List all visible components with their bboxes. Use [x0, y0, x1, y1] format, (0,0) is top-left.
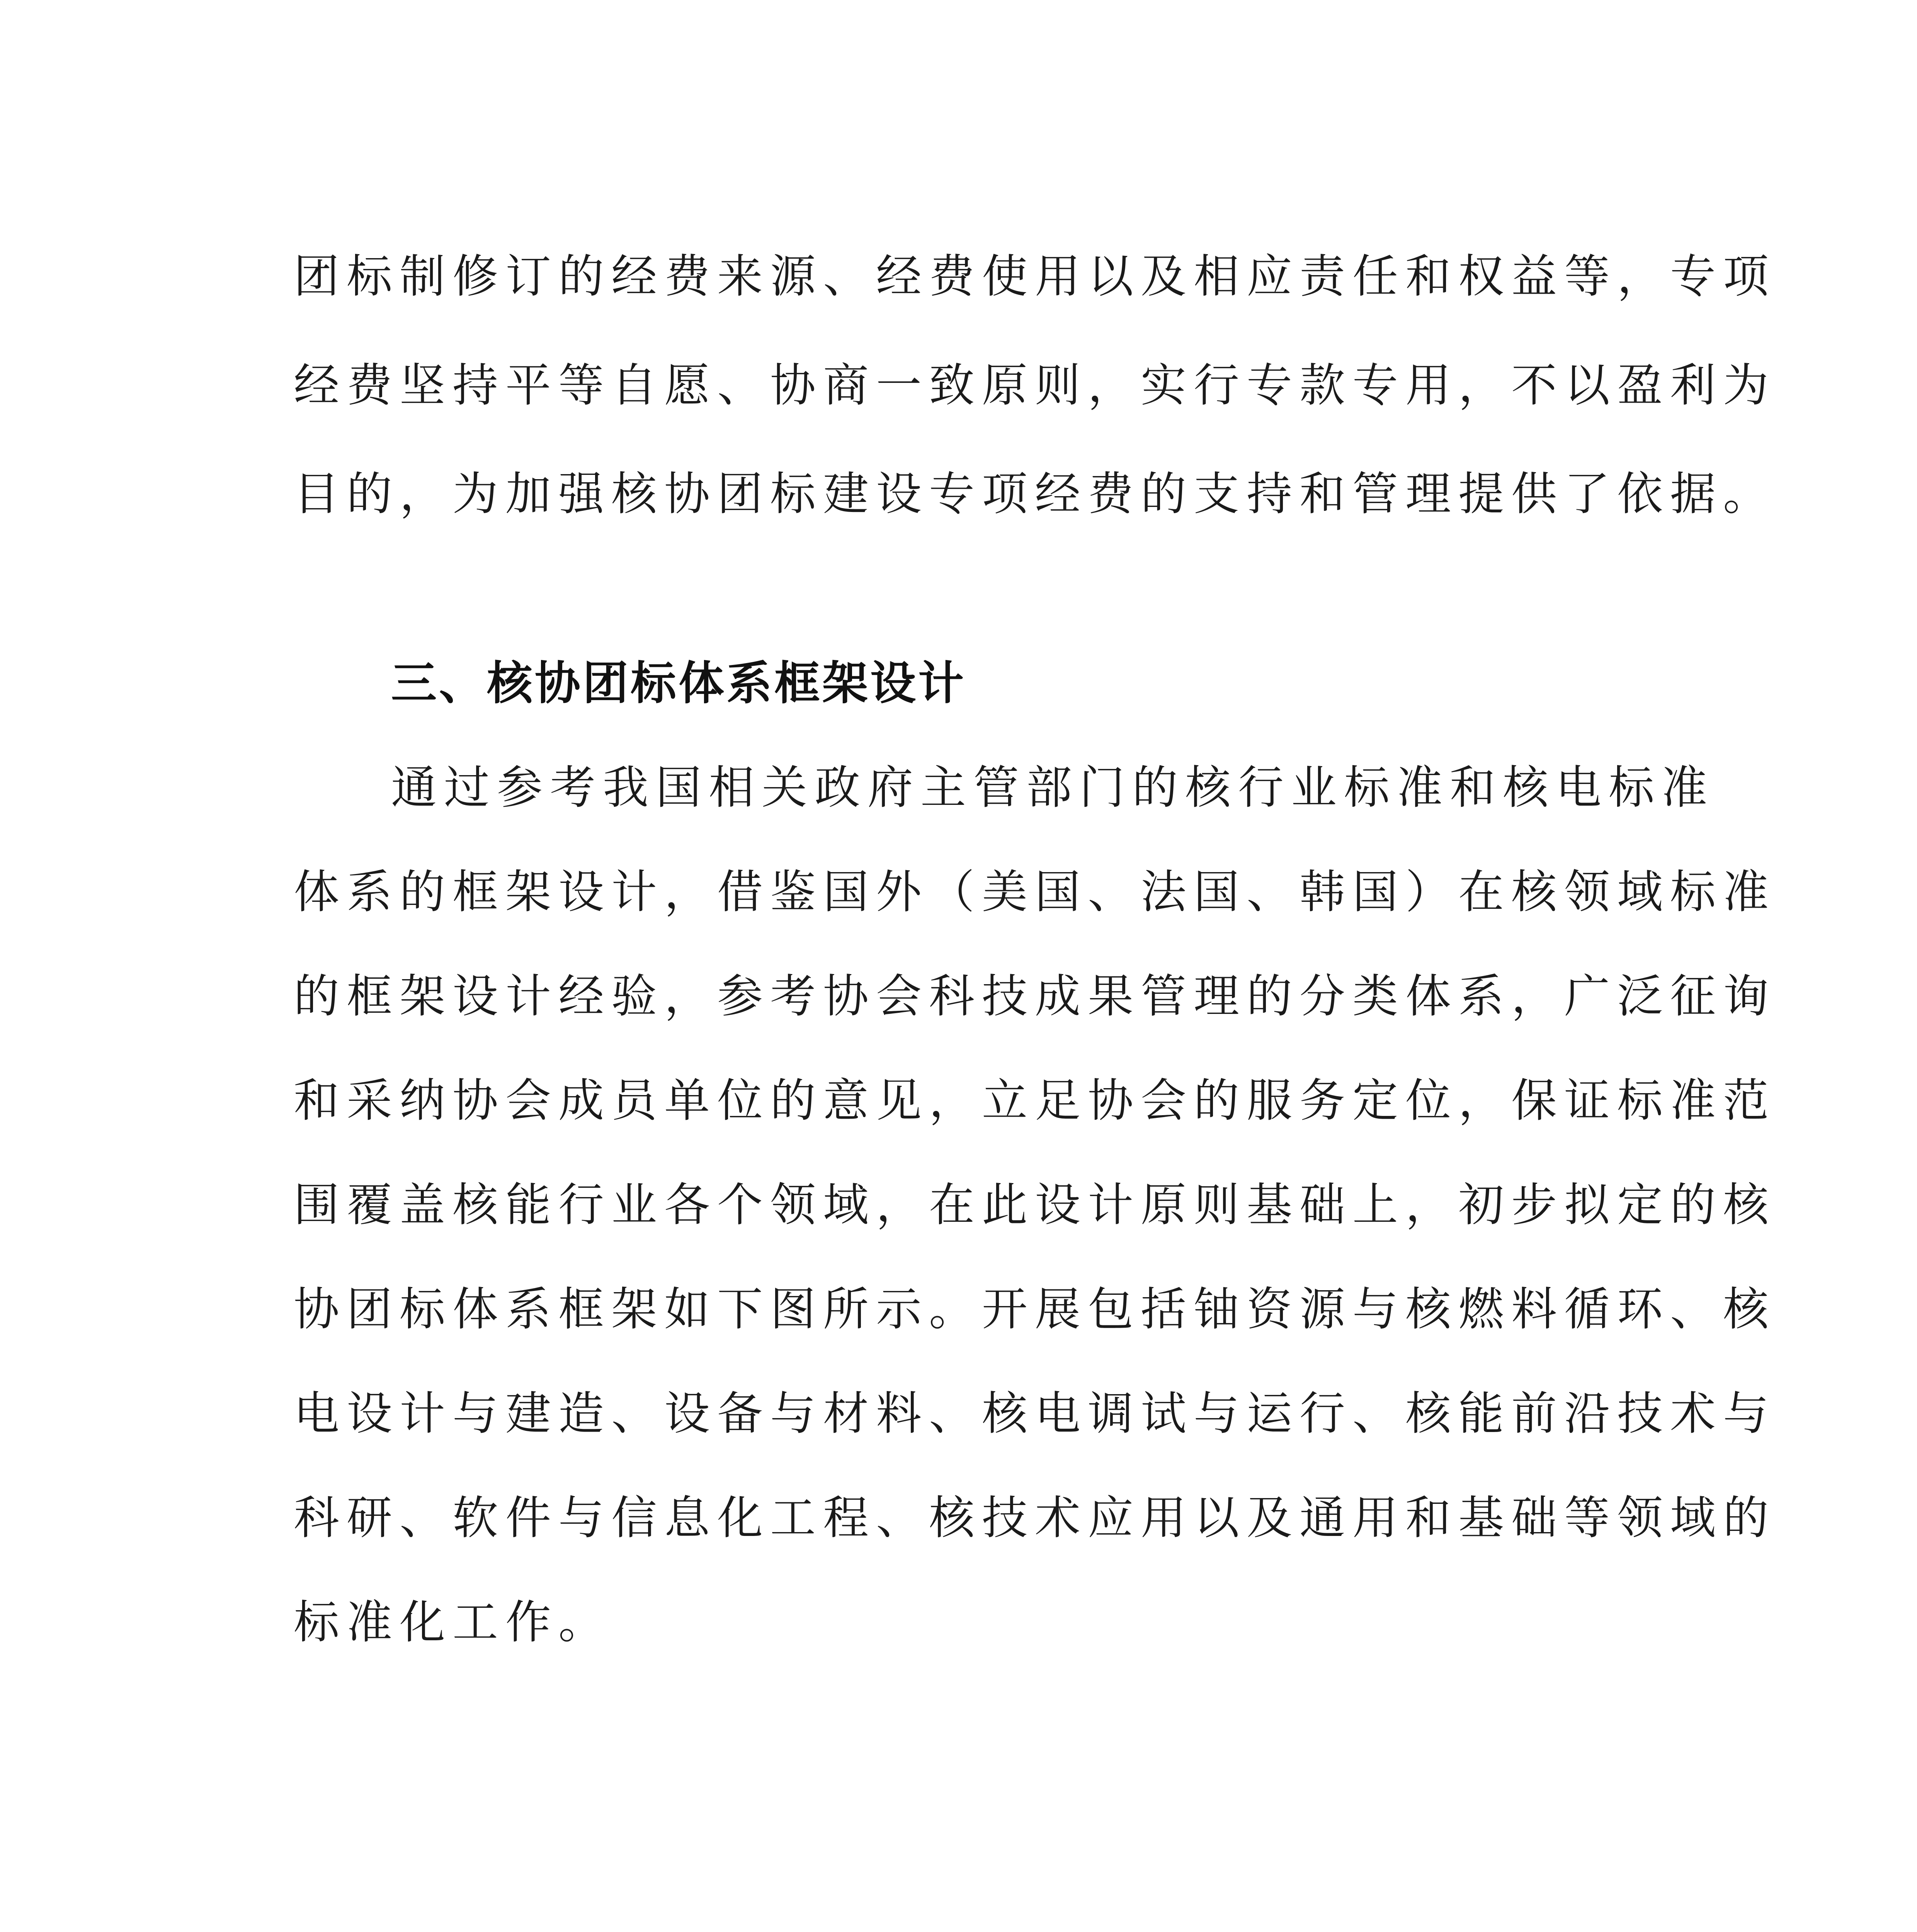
paragraph-2-line-8: 科研、软件与信息化工程、核技术应用以及通用和基础等领域的: [294, 1491, 1776, 1544]
paragraph-2-line-6: 协团标体系框架如下图所示。开展包括铀资源与核燃料循环、核: [294, 1282, 1776, 1336]
paragraph-2-line-3: 的框架设计经验，参考协会科技成果管理的分类体系，广泛征询: [294, 969, 1776, 1023]
paragraph-2-line-9: 标准化工作。: [294, 1595, 612, 1649]
section-heading: 三、核协团标体系框架设计: [391, 656, 966, 710]
paragraph-1-line-1: 团标制修订的经费来源、经费使用以及相应责任和权益等，专项: [294, 250, 1776, 303]
paragraph-1-line-2: 经费坚持平等自愿、协商一致原则，实行专款专用，不以盈利为: [294, 359, 1776, 412]
paragraph-2-line-4: 和采纳协会成员单位的意见，立足协会的服务定位，保证标准范: [294, 1074, 1776, 1127]
paragraph-2-line-2: 体系的框架设计，借鉴国外（美国、法国、韩国）在核领域标准: [294, 865, 1776, 918]
paragraph-2-line-1: 通过参考我国相关政府主管部门的核行业标准和核电标准: [391, 761, 1715, 814]
paragraph-2-line-5: 围覆盖核能行业各个领域，在此设计原则基础上，初步拟定的核: [294, 1178, 1776, 1231]
paragraph-1-line-3: 目的，为加强核协团标建设专项经费的支持和管理提供了依据。: [294, 467, 1776, 520]
paragraph-2-line-7: 电设计与建造、设备与材料、核电调试与运行、核能前沿技术与: [294, 1387, 1776, 1440]
